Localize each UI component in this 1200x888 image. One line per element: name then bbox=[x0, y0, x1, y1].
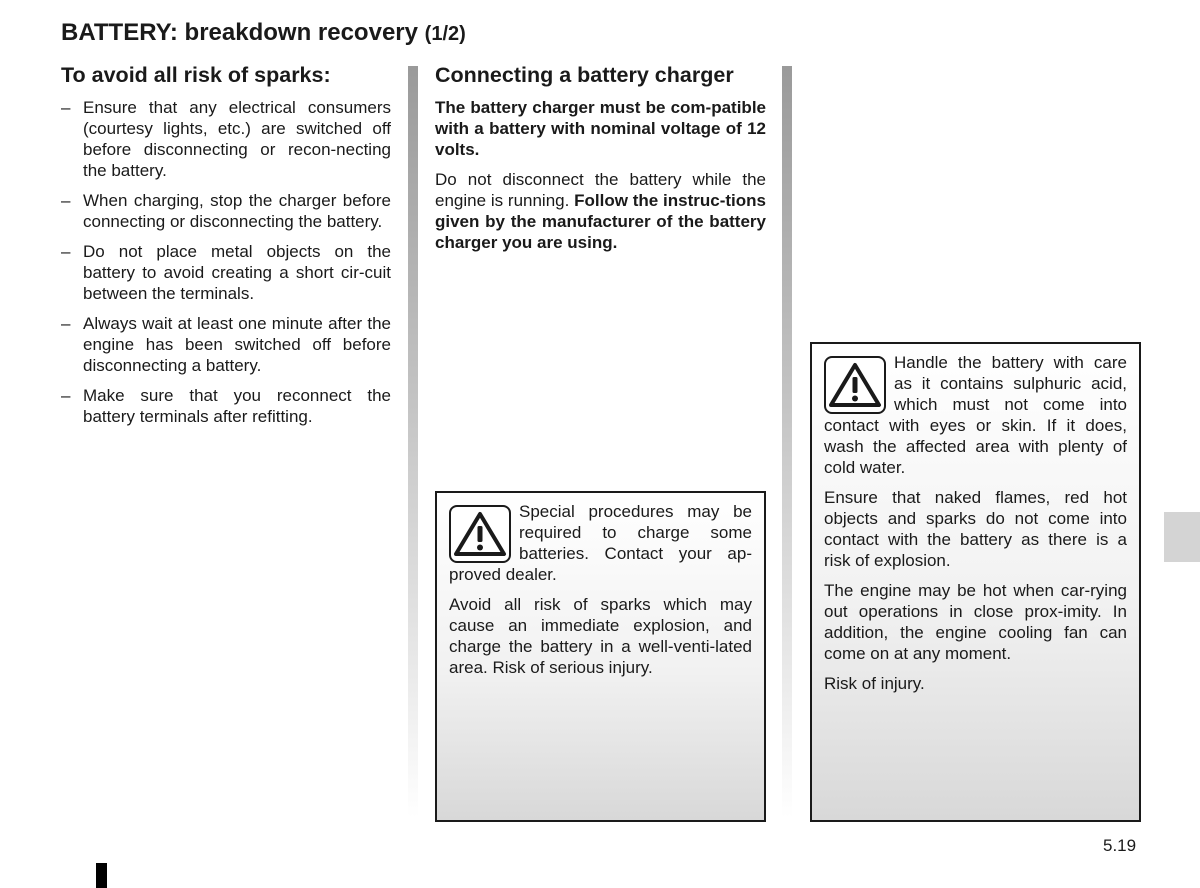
bullet-dash: – bbox=[61, 98, 71, 117]
list-item bbox=[61, 241, 391, 304]
page-title-text: BATTERY: breakdown recovery bbox=[61, 19, 418, 46]
middle-column bbox=[435, 62, 766, 262]
warning-sparks: Avoid all risk of sparks which may cause an immediate explosion, and charge the battery in a well-venti-lated area. Risk of serious injury. bbox=[449, 595, 752, 677]
crop-mark bbox=[96, 863, 107, 888]
charger-instructions-plain: Do not disconnect the battery while the engine is running. bbox=[435, 170, 766, 210]
warning-box-charging bbox=[435, 491, 766, 822]
warning-box-handling bbox=[810, 342, 1141, 822]
list-item-text: Make sure that you reconnect the battery terminals after refitting. bbox=[83, 386, 391, 426]
list-item-text: Ensure that any electrical consumers (courtesy lights, etc.) are switched off before disconnecting or recon-necting the battery. bbox=[83, 98, 391, 180]
bullet-dash: – bbox=[61, 386, 71, 405]
bullet-dash: – bbox=[61, 314, 71, 333]
charger-heading: Connecting a battery charger bbox=[435, 63, 734, 87]
list-item-text: Do not place metal objects on the battery to avoid creating a short cir-cuit between the terminals. bbox=[83, 242, 391, 303]
list-item bbox=[61, 97, 391, 181]
list-item-text: Always wait at least one minute after the engine has been switched off before disconnecting a battery. bbox=[83, 314, 391, 375]
list-item bbox=[61, 190, 391, 232]
charger-instructions-bold: Follow the instruc-tions given by the manufacturer of the battery charger you are using. bbox=[435, 191, 766, 252]
column-divider bbox=[408, 66, 418, 818]
sparks-list bbox=[61, 97, 391, 427]
charger-compatibility-note: The battery charger must be com-patible with a battery with nominal voltage of 12 volts. bbox=[435, 98, 766, 159]
warning-sulphuric-acid: Handle the battery with care as it contains sulphuric acid, which must not come into contact with eyes or skin. If it does, wash the affected area with plenty of cold water. bbox=[824, 353, 1127, 477]
list-item bbox=[61, 313, 391, 376]
chapter-tab bbox=[1164, 512, 1200, 562]
page-number: 5.19 bbox=[1103, 836, 1137, 855]
bullet-dash: – bbox=[61, 191, 71, 210]
left-column bbox=[61, 62, 391, 436]
page-title-suffix: (1/2) bbox=[424, 23, 466, 45]
list-item bbox=[61, 385, 391, 427]
page-title bbox=[61, 19, 466, 47]
warning-naked-flames: Ensure that naked flames, red hot objects and sparks do not come into contact with the battery as there is a risk of explosion. bbox=[824, 488, 1127, 570]
charger-instructions bbox=[435, 169, 766, 253]
warning-triangle-icon bbox=[449, 505, 511, 563]
column-divider bbox=[782, 66, 792, 818]
bullet-dash: – bbox=[61, 242, 71, 261]
warning-hot-engine: The engine may be hot when car-rying out operations in close prox-imity. In addition, the engine cooling fan can come on at any moment. bbox=[824, 581, 1127, 663]
warning-triangle-icon bbox=[824, 356, 886, 414]
sparks-heading: To avoid all risk of sparks: bbox=[61, 63, 331, 87]
list-item-text: When charging, stop the charger before connecting or disconnecting the battery. bbox=[83, 191, 391, 231]
warning-risk-of-injury: Risk of injury. bbox=[824, 674, 925, 693]
warning-special-procedures: Special procedures may be required to charge some batteries. Contact your ap-proved dealer. bbox=[449, 502, 752, 584]
